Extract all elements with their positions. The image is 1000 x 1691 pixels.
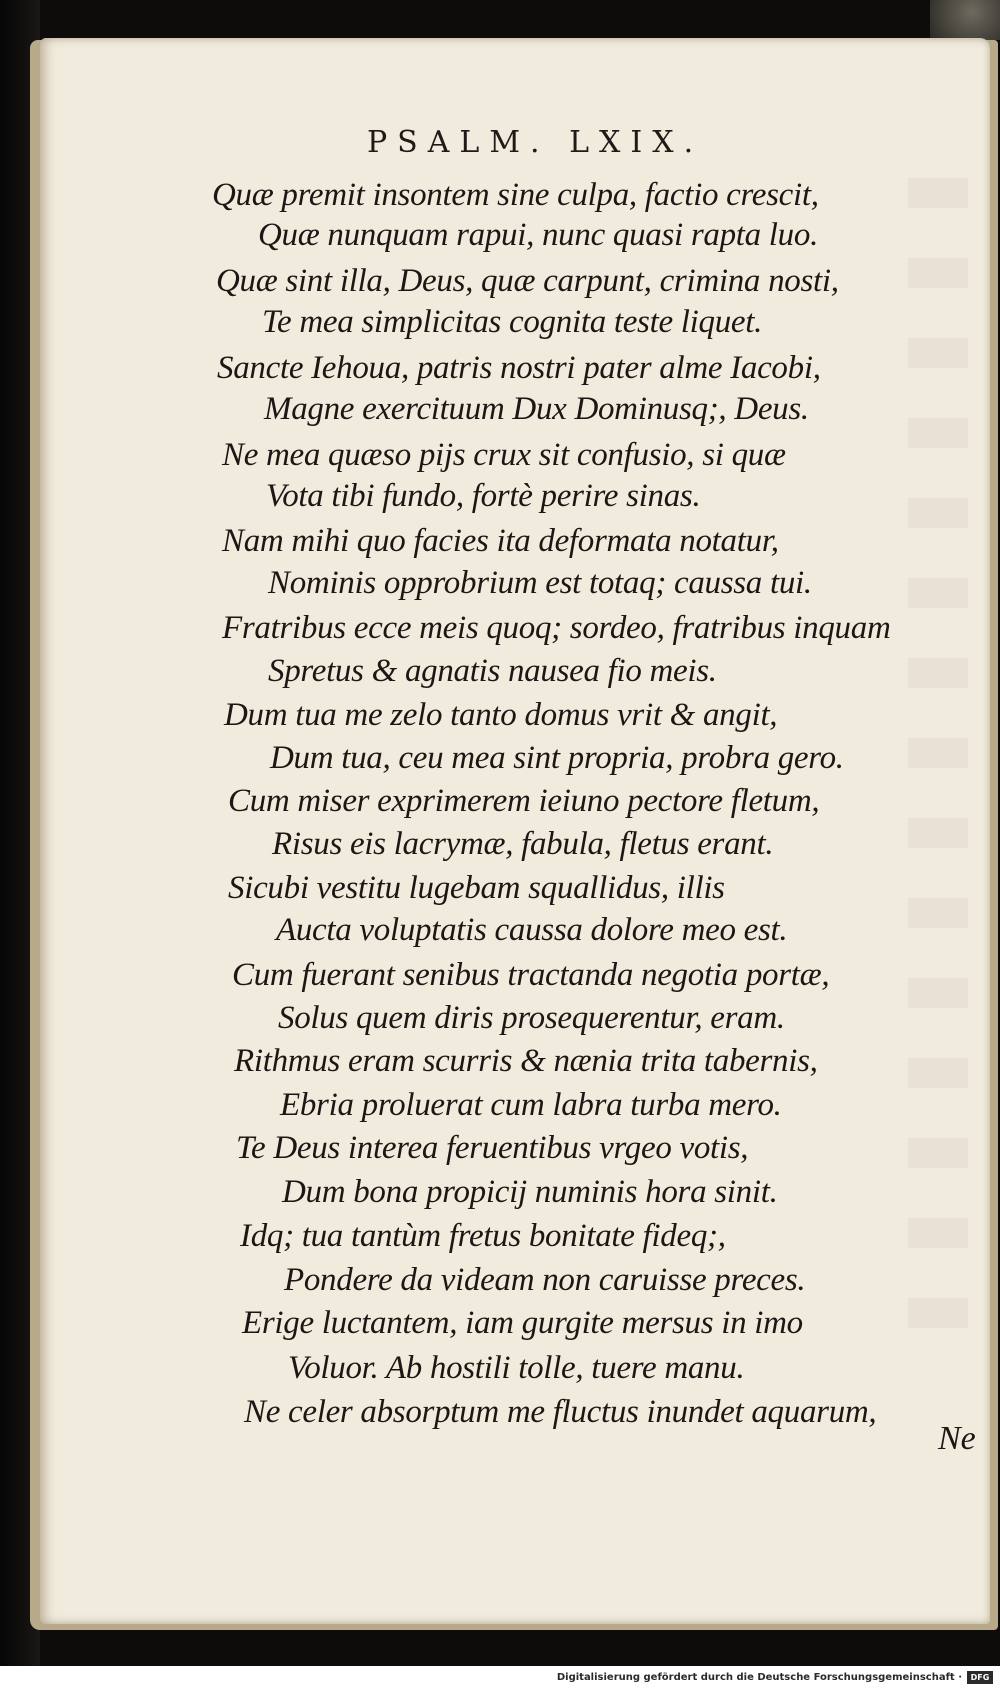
verse-line: Sicubi vestitu lugebam squallidus, illis	[228, 870, 725, 906]
verse-line: Dum tua, ceu mea sint propria, probra gero.	[270, 740, 844, 776]
dfg-logo: DFG	[967, 1671, 993, 1684]
verse-line: Dum bona propicij numinis hora sinit.	[282, 1174, 778, 1210]
digitization-credit: Digitalisierung gefördert durch die Deutsche Forschungsgemeinschaft ·	[556, 1672, 962, 1683]
verse-line: Pondere da videam non caruisse preces.	[284, 1262, 806, 1298]
verse-line: Erige luctantem, iam gurgite mersus in imo	[242, 1305, 803, 1341]
verse-line: Ne mea quæso pijs crux sit confusio, si quæ	[222, 437, 786, 473]
verse-line: Idq; tua tantùm fretus bonitate fideq;,	[240, 1218, 726, 1254]
verse-line: Cum miser exprimerem ieiuno pectore fletum,	[228, 783, 820, 819]
verse-line: Ebria proluerat cum labra turba mero.	[280, 1087, 782, 1123]
verse-line: Quæ sint illa, Deus, quæ carpunt, crimina nosti,	[216, 263, 839, 299]
catchword: Ne	[938, 1420, 976, 1457]
verse-line: Te Deus interea feruentibus vrgeo votis,	[236, 1130, 749, 1166]
verse-line: Sancte Iehoua, patris nostri pater alme Iacobi,	[217, 350, 821, 386]
verse-line: Ne celer absorptum me fluctus inundet aquarum,	[244, 1394, 877, 1430]
verse-line: Te mea simplicitas cognita teste liquet.	[262, 304, 763, 340]
verse-line: Nam mihi quo facies ita deformata notatur,	[222, 523, 779, 559]
verse-line: Cum fuerant senibus tractanda negotia portæ,	[232, 957, 830, 993]
verse-line: Nominis opprobrium est totaq; caussa tui.	[268, 565, 812, 601]
verse-line: Fratribus ecce meis quoq; sordeo, fratribus inquam	[222, 610, 891, 646]
running-header: PSALM. LXIX.	[367, 125, 704, 160]
verse-line: Solus quem diris prosequerentur, eram.	[278, 1000, 785, 1036]
verse-line: Vota tibi fundo, fortè perire sinas.	[266, 478, 701, 514]
verse-line: Aucta voluptatis caussa dolore meo est.	[276, 912, 788, 948]
verse-line: Dum tua me zelo tanto domus vrit & angit,	[224, 697, 778, 733]
verse-line: Quæ nunquam rapui, nunc quasi rapta luo.	[258, 217, 819, 253]
verse-line: Rithmus eram scurris & nænia trita tabernis,	[234, 1043, 818, 1079]
verse-line: Voluor. Ab hostili tolle, tuere manu.	[288, 1350, 745, 1386]
verse-line: Magne exercituum Dux Dominusq;, Deus.	[264, 391, 809, 427]
verse-line: Risus eis lacrymæ, fabula, fletus erant.	[272, 826, 774, 862]
verse-line: Quæ premit insontem sine culpa, factio crescit,	[212, 177, 819, 213]
verse-line: Spretus & agnatis nausea fio meis.	[268, 653, 717, 689]
